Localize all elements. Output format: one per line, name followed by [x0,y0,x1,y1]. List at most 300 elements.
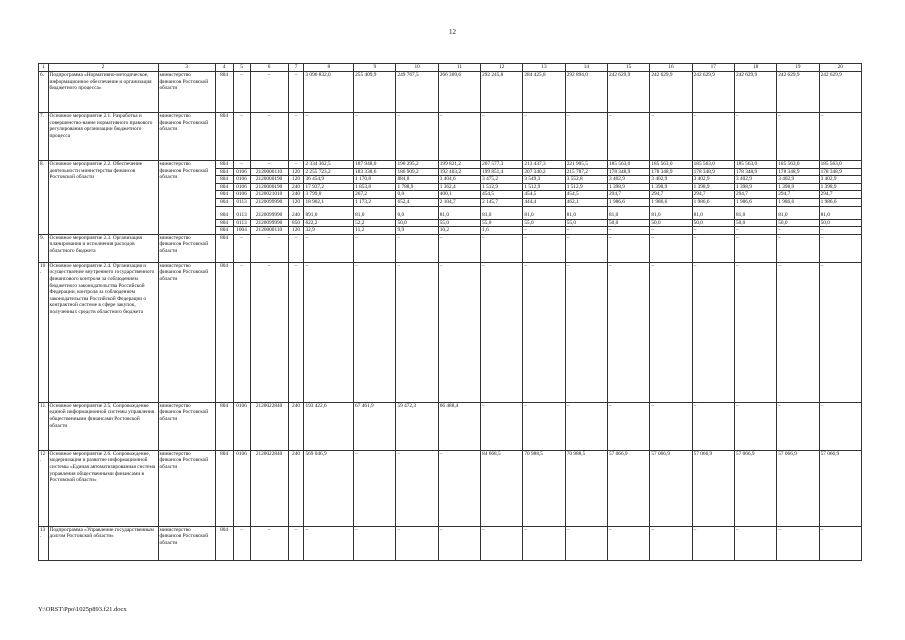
code-cell: 0113 [233,219,250,227]
table-row [39,262,862,402]
amount-cell: – [692,402,734,450]
amount-cell: 292 894,0 [565,72,607,113]
amount-cell: 294,7 [692,191,734,199]
amount-cell: 3 402,9 [608,176,650,184]
amount-cell: 178 348,9 [650,168,692,176]
amount-cell: – [304,234,354,262]
code-cell: 804 [215,183,233,191]
amount-cell: 11,2 [354,227,396,235]
amount-cell: – [354,262,396,402]
column-header: 16 [650,64,692,72]
code-cell: 240 [288,450,304,526]
column-header: 7 [288,64,304,72]
code-cell: 2120000110 [250,227,288,235]
amount-cell: 18 902,1 [304,198,354,206]
amount-cell: 652,4 [396,198,438,206]
amount-cell: 57 066,9 [650,450,692,526]
code-cell: 2120000190 [250,176,288,184]
amount-cell: – [777,113,819,161]
amount-cell: – [819,402,861,450]
amount-cell: 891,0 [304,206,354,219]
amount-cell: 1 398,9 [734,183,776,191]
amount-cell: 1 398,9 [819,183,861,191]
amount-cell: – [777,234,819,262]
amount-cell: 1 170,8 [354,176,396,184]
amount-cell: – [692,526,734,560]
code-cell: 2120022840 [250,402,288,450]
row-number: 10. [39,262,49,402]
amount-cell: 52,2 [354,219,396,227]
amount-cell: – [777,227,819,235]
amount-cell: 193 422,6 [304,402,354,450]
amount-cell: – [304,113,354,161]
amount-cell: 59 472,3 [396,402,438,450]
amount-cell: – [692,113,734,161]
executor: министерство финансов Ростовской области [158,161,215,235]
amount-cell: 215 787,2 [565,168,607,176]
amount-cell: – [650,234,692,262]
code-cell: – [233,113,250,161]
amount-cell: 50,0 [608,219,650,227]
amount-cell: 2 334 362,5 [304,161,354,169]
amount-cell: 207 340,2 [523,168,565,176]
amount-cell: 192 403,2 [438,168,480,176]
amount-cell: 183 338,6 [354,168,396,176]
code-cell: – [288,72,304,113]
amount-cell: 81,0 [650,206,692,219]
amount-cell: 569 046,9 [304,450,354,526]
column-header: 12 [481,64,523,72]
column-header: 6 [250,64,288,72]
amount-cell: 1 362,4 [438,183,480,191]
amount-cell: 81,0 [692,206,734,219]
amount-cell: 178 348,9 [777,168,819,176]
amount-cell: 57 066,9 [608,450,650,526]
column-header: 13 [523,64,565,72]
column-header: 19 [777,64,819,72]
amount-cell: 3 799,0 [304,191,354,199]
amount-cell: 3 402,9 [692,176,734,184]
amount-cell: 3 096 832,0 [304,72,354,113]
amount-cell: 267,2 [354,191,396,199]
amount-cell: 1,6 [481,227,523,235]
amount-cell: 10,2 [438,227,480,235]
row-number: 11. [39,402,49,450]
amount-cell: – [481,262,523,402]
row-number: 9. [39,234,49,262]
code-cell: 120 [288,227,304,235]
code-cell: 804 [215,206,233,219]
column-header: 10 [396,64,438,72]
amount-cell: 444,4 [523,198,565,206]
amount-cell: – [819,526,861,560]
code-cell: 804 [215,72,233,113]
measure-name: Основное мероприятие 2.4. Организация и осуществление внутреннего государственного финансового контроля за соблюдением бюджетного законодательства Российской Федерации, контроля за соблюдением законодательства Российской Федерации о контрактной системе в сфере закупок, полученных средств областного бюджета [48,262,158,402]
amount-cell: 3 402,9 [819,176,861,184]
code-cell: 804 [215,176,233,184]
amount-cell: – [650,262,692,402]
column-header: 4 [215,64,233,72]
amount-cell: 242 629,9 [692,72,734,113]
code-cell: 2120099990 [250,206,288,219]
amount-cell: – [734,526,776,560]
executor: министерство финансов Ростовской области [158,402,215,450]
table-row [39,450,862,526]
executor: министерство финансов Ростовской области [158,234,215,262]
amount-cell: – [438,450,480,526]
amount-cell: – [354,450,396,526]
amount-cell: 66 488,4 [438,402,480,450]
amount-cell: 0,0 [396,191,438,199]
amount-cell: 1 853,8 [354,183,396,191]
amount-cell: 242 629,9 [819,72,861,113]
amount-cell: – [304,526,354,560]
column-header: 11 [438,64,480,72]
amount-cell: 2 145,7 [481,198,523,206]
amount-cell: – [650,402,692,450]
amount-cell: 3 552,8 [565,176,607,184]
code-cell: 804 [215,526,233,560]
amount-cell: 2 104,7 [438,198,480,206]
amount-cell: – [565,113,607,161]
amount-cell: 1 512,9 [565,183,607,191]
amount-cell: – [734,113,776,161]
amount-cell: 81,0 [523,206,565,219]
code-cell: 804 [215,234,233,262]
amount-cell: – [608,227,650,235]
amount-cell: 17 937,2 [304,183,354,191]
code-cell: – [288,262,304,402]
amount-cell: 292 245,8 [481,72,523,113]
amount-cell: 1 173,2 [354,198,396,206]
amount-cell: – [608,113,650,161]
amount-cell: 185 563,0 [608,161,650,169]
amount-cell: – [481,526,523,560]
amount-cell: 185 563,0 [650,161,692,169]
amount-cell: 266 309,6 [438,72,480,113]
code-cell: 804 [215,168,233,176]
amount-cell: 55,0 [523,219,565,227]
code-cell: – [288,113,304,161]
code-cell: 1004 [233,227,250,235]
amount-cell: 178 348,9 [734,168,776,176]
amount-cell: 462,1 [565,198,607,206]
code-cell: 804 [215,402,233,450]
amount-cell: 242 629,9 [777,72,819,113]
amount-cell: – [523,234,565,262]
code-cell: 0106 [233,450,250,526]
amount-cell: 9,9 [396,227,438,235]
amount-cell: 294,7 [650,191,692,199]
code-cell: – [233,526,250,560]
table-row [39,113,862,161]
amount-cell: 185 563,0 [777,161,819,169]
amount-cell: 454,5 [481,191,523,199]
code-cell: – [288,526,304,560]
code-cell: – [250,113,288,161]
amount-cell: – [692,262,734,402]
amount-cell: 50,0 [734,219,776,227]
amount-cell: 454,5 [565,191,607,199]
amount-cell: 255 409,9 [354,72,396,113]
amount-cell: 178 348,9 [819,168,861,176]
executor: министерство финансов Ростовской области [158,262,215,402]
amount-cell: – [734,402,776,450]
code-cell: 0106 [233,168,250,176]
amount-cell: 294,7 [819,191,861,199]
code-cell: 2120099990 [250,198,288,206]
amount-cell: – [650,227,692,235]
amount-cell: 190 295,2 [396,161,438,169]
code-cell: 0106 [233,402,250,450]
code-cell: – [233,161,250,169]
code-cell: 240 [288,183,304,191]
amount-cell: – [565,402,607,450]
amount-cell: 81,0 [354,206,396,219]
amount-cell: – [304,262,354,402]
code-cell: – [233,262,250,402]
code-cell: – [250,72,288,113]
amount-cell: – [438,234,480,262]
amount-cell: 400,1 [438,191,480,199]
amount-cell: 57 066,9 [819,450,861,526]
amount-cell: 70 988,5 [565,450,607,526]
amount-cell: 294,7 [608,191,650,199]
code-cell: 0106 [233,191,250,199]
amount-cell: 55,0 [565,219,607,227]
code-cell: – [250,262,288,402]
code-cell: 804 [215,161,233,169]
amount-cell: 57 066,9 [777,450,819,526]
column-header: 3 [158,64,215,72]
measure-name: Подпрограмма «Управление государственным долгом Ростовской области» [48,526,158,560]
code-cell: 0106 [233,183,250,191]
amount-cell: 185 563,0 [692,161,734,169]
amount-cell: 178 348,9 [692,168,734,176]
code-cell: 2120000190 [250,183,288,191]
table-row [39,72,862,113]
code-cell: 120 [288,168,304,176]
amount-cell: 50,0 [692,219,734,227]
amount-cell: – [523,526,565,560]
amount-cell: 884,8 [396,176,438,184]
amount-cell: – [438,262,480,402]
amount-cell: 622,2 [304,219,354,227]
amount-cell: 57 066,9 [734,450,776,526]
amount-cell: 2 255 723,2 [304,168,354,176]
executor: министерство финансов Ростовской области [158,113,215,161]
measure-name: Подпрограмма «Нормативно-методическое, информационное обеспечение и организация бюджетного процесса» [48,72,158,113]
amount-cell: 55,0 [481,219,523,227]
column-header: 5 [233,64,250,72]
amount-cell: 50,0 [650,219,692,227]
table-row [39,526,862,560]
amount-cell: 284 425,8 [523,72,565,113]
code-cell: 804 [215,262,233,402]
amount-cell: 242 629,9 [734,72,776,113]
code-cell: – [250,526,288,560]
amount-cell: – [608,234,650,262]
column-header: 8 [304,64,354,72]
amount-cell: 294,7 [777,191,819,199]
amount-cell: 81,0 [438,206,480,219]
amount-cell: 221 905,5 [565,161,607,169]
code-cell: 804 [215,450,233,526]
amount-cell: – [608,526,650,560]
amount-cell: – [523,113,565,161]
table-row [39,234,862,262]
column-header: 18 [734,64,776,72]
table-row [39,161,862,169]
amount-cell: 249 767,5 [396,72,438,113]
amount-cell: 36 454,9 [304,176,354,184]
amount-cell: 242 629,9 [608,72,650,113]
amount-cell: – [734,227,776,235]
amount-cell: 207 577,3 [481,161,523,169]
measure-name: Основное мероприятие 2.2. Обеспечение деятельности министерства финансов Ростовской области [48,161,158,235]
amount-cell: 242 629,9 [650,72,692,113]
column-header: 1 [39,64,49,72]
column-header: 17 [692,64,734,72]
amount-cell: – [819,262,861,402]
code-cell: 2120022840 [250,450,288,526]
measure-name: Основное мероприятие 2.3. Организация планирования и исполнения расходов областного бюджета [48,234,158,262]
amount-cell: – [819,113,861,161]
code-cell: 2120021010 [250,191,288,199]
amount-cell: 81,0 [565,206,607,219]
amount-cell: 32,9 [304,227,354,235]
amount-cell: – [523,402,565,450]
amount-cell: 199 851,4 [481,168,523,176]
amount-cell: 81,0 [481,206,523,219]
header-row [39,64,862,72]
amount-cell: – [777,262,819,402]
amount-cell: – [396,113,438,161]
amount-cell: 3 402,9 [650,176,692,184]
amount-cell: 50,0 [819,219,861,227]
amount-cell: – [354,113,396,161]
row-number: 12. [39,450,49,526]
amount-cell: – [481,234,523,262]
column-header: 15 [608,64,650,72]
amount-cell: 67 461,9 [354,402,396,450]
amount-cell: 1 398,9 [650,183,692,191]
amount-cell: – [777,526,819,560]
code-cell: 240 [288,402,304,450]
row-number: 13. [39,526,49,560]
column-header: 14 [565,64,607,72]
amount-cell: – [565,526,607,560]
amount-cell: 454,5 [523,191,565,199]
row-number: 7. [39,113,49,161]
amount-cell: 294,7 [734,191,776,199]
code-cell: 240 [288,191,304,199]
amount-cell: 187 948,0 [354,161,396,169]
amount-cell: 0,0 [396,206,438,219]
amount-cell: – [481,402,523,450]
code-cell: – [250,234,288,262]
amount-cell: 3 402,9 [777,176,819,184]
code-cell: 2120099990 [250,219,288,227]
amount-cell: 1 986,6 [692,198,734,206]
amount-cell: – [608,402,650,450]
code-cell: 2120000110 [250,168,288,176]
column-header: 9 [354,64,396,72]
amount-cell: 1 512,9 [481,183,523,191]
amount-cell: – [819,234,861,262]
executor: министерство финансов Ростовской области [158,72,215,113]
code-cell: – [233,234,250,262]
amount-cell: 84 668,5 [481,450,523,526]
code-cell: 850 [288,219,304,227]
amount-cell: 81,0 [734,206,776,219]
footer-file-path: Y:\ORST\Ppo\1025p893.f21.docx [38,606,127,613]
amount-cell: – [819,227,861,235]
code-cell: – [288,161,304,169]
amount-cell: 3 402,9 [734,176,776,184]
amount-cell: 185 563,0 [819,161,861,169]
column-header: 2 [48,64,158,72]
table-row [39,402,862,450]
amount-cell: – [354,234,396,262]
row-number: 8. [39,161,49,235]
executor: министерство финансов Ростовской области [158,450,215,526]
amount-cell: – [650,526,692,560]
amount-cell: 1 398,9 [777,183,819,191]
amount-cell: 1 788,9 [396,183,438,191]
amount-cell: 3 475,2 [481,176,523,184]
amount-cell: – [396,450,438,526]
amount-cell: 1 986,6 [777,198,819,206]
amount-cell: 1 986,6 [650,198,692,206]
amount-cell: – [692,227,734,235]
amount-cell: – [396,262,438,402]
code-cell: – [250,161,288,169]
amount-cell: 213 437,3 [523,161,565,169]
amount-cell: – [396,234,438,262]
amount-cell: – [481,113,523,161]
amount-cell: – [438,526,480,560]
measure-name: Основное мероприятие 2.1. Разработка и совершенство-вание нормативного правового регулирования организации бюджетного процесса [48,113,158,161]
code-cell: 804 [215,227,233,235]
amount-cell: – [565,227,607,235]
amount-cell: 1 398,9 [608,183,650,191]
amount-cell: 3 404,6 [438,176,480,184]
code-cell: 0113 [233,198,250,206]
measure-name: Основное мероприятие 2.6. Сопровождение, модернизация и развитие информационной системы «Единая автоматизированная система управления общественными финансами в Ростовской области» [48,450,158,526]
amount-cell: 81,0 [777,206,819,219]
amount-cell: – [565,234,607,262]
measure-name: Основное мероприятие 2.5. Сопровождение единой информационной системы управления общественными финансами Ростовской области [48,402,158,450]
amount-cell: 1 986,6 [819,198,861,206]
budget-table [38,63,862,561]
amount-cell: – [734,262,776,402]
code-cell: 804 [215,219,233,227]
amount-cell: – [523,227,565,235]
amount-cell: 55,0 [438,219,480,227]
column-header: 20 [819,64,861,72]
amount-cell: – [650,113,692,161]
amount-cell: 57 066,9 [692,450,734,526]
code-cell: 240 [288,206,304,219]
code-cell: – [288,234,304,262]
code-cell: 120 [288,198,304,206]
amount-cell: 70 988,5 [523,450,565,526]
code-cell: 0113 [233,206,250,219]
executor: министерство финансов Ростовской области [158,526,215,560]
code-cell: 804 [215,113,233,161]
code-cell: 804 [215,191,233,199]
